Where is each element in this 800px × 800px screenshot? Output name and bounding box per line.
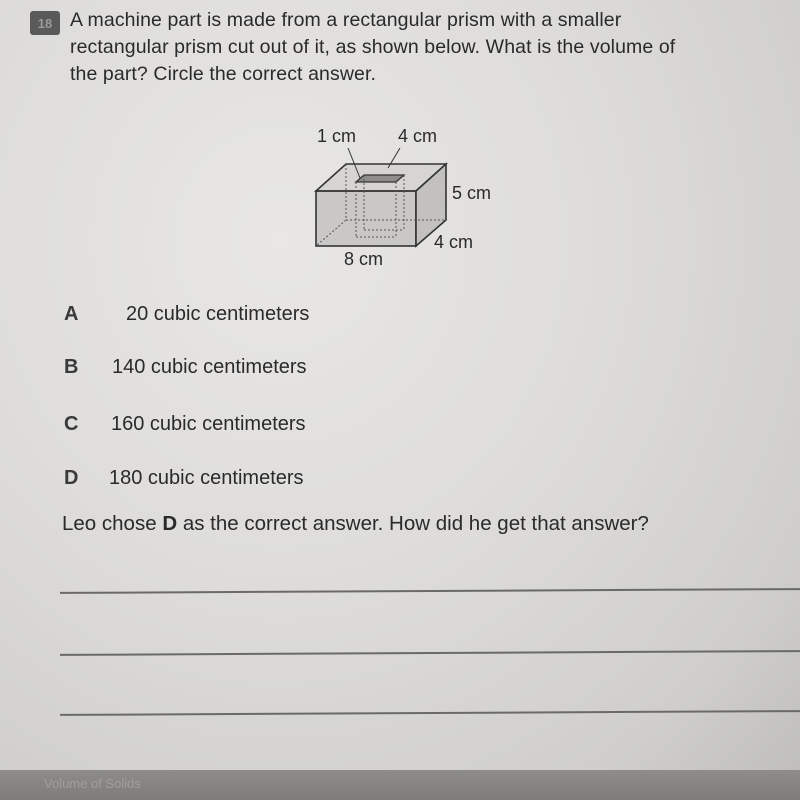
answer-line[interactable] bbox=[60, 710, 800, 715]
follow-up-prompt bbox=[62, 512, 649, 536]
label-depth: 4 cm bbox=[434, 232, 474, 252]
prompt-text: Leo chose bbox=[62, 512, 163, 535]
question-stem-line: A machine part is made from a rectangular prism with a smaller bbox=[70, 9, 622, 31]
label-height: 5 cm bbox=[452, 183, 492, 203]
label-cutout-depth: 4 cm bbox=[398, 126, 438, 146]
question-stem bbox=[70, 7, 796, 88]
prism-figure bbox=[300, 118, 530, 278]
choice-letter: A bbox=[64, 303, 79, 325]
choice-b[interactable] bbox=[64, 356, 307, 379]
prompt-text: as the correct answer. How did he get that answer? bbox=[177, 512, 649, 535]
choice-a[interactable] bbox=[64, 303, 309, 326]
prompt-choice: D bbox=[162, 512, 178, 535]
cutout-opening bbox=[356, 175, 404, 182]
choice-text: 160 cubic centimeters bbox=[111, 413, 306, 435]
choice-letter: D bbox=[64, 467, 79, 489]
label-width: 8 cm bbox=[344, 249, 384, 269]
answer-line[interactable] bbox=[60, 588, 800, 593]
label-cutout-width: 1 cm bbox=[317, 126, 357, 146]
choice-text: 140 cubic centimeters bbox=[112, 356, 307, 378]
prism-diagram bbox=[300, 118, 530, 278]
question-stem-line: the part? Circle the correct answer. bbox=[70, 63, 376, 85]
question-number-badge bbox=[30, 11, 60, 35]
answer-line[interactable] bbox=[60, 650, 800, 655]
choice-c[interactable] bbox=[64, 413, 306, 436]
choice-text: 20 cubic centimeters bbox=[126, 303, 310, 325]
choice-letter: B bbox=[64, 356, 79, 378]
question-stem-line: rectangular prism cut out of it, as shown below. What is the volume of bbox=[70, 36, 676, 58]
question-number: 18 bbox=[37, 15, 53, 31]
choice-letter: C bbox=[64, 413, 79, 435]
choice-d[interactable] bbox=[64, 467, 304, 490]
choice-text: 180 cubic centimeters bbox=[109, 467, 304, 489]
footer-text: Volume of Solids bbox=[44, 776, 141, 791]
